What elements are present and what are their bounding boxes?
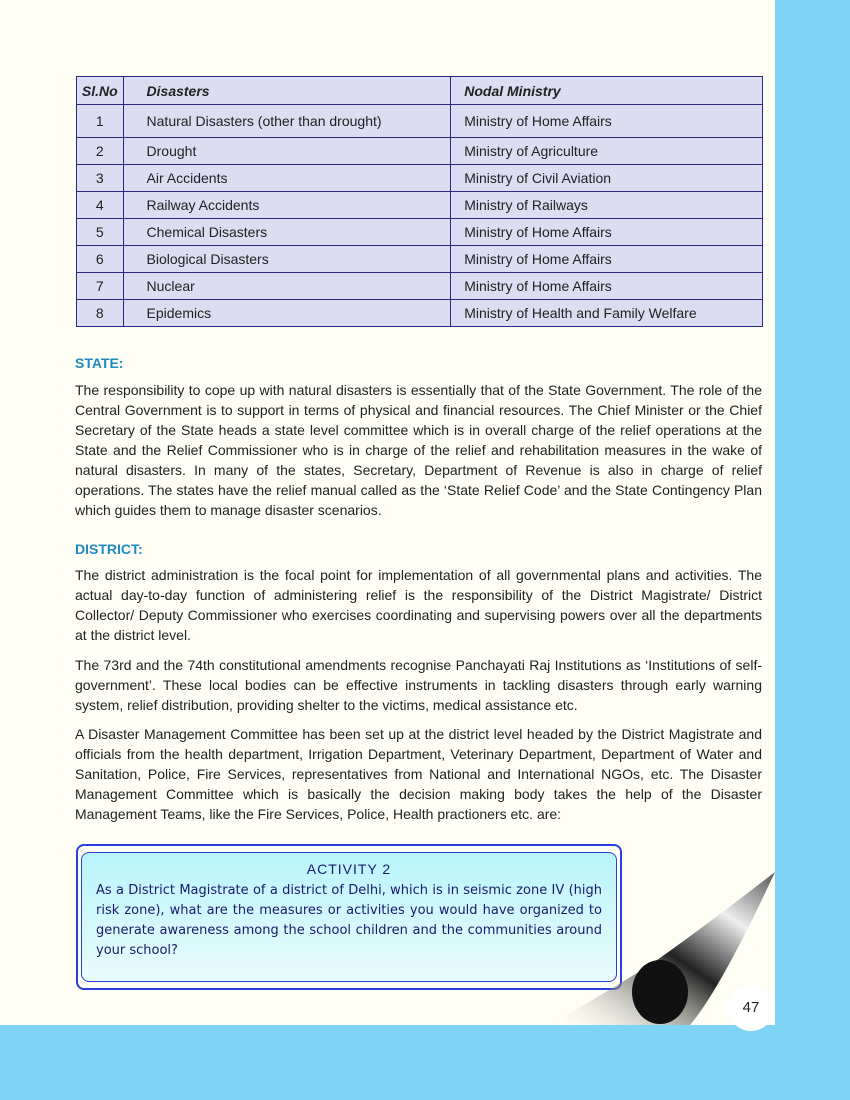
header-disasters: Disasters <box>123 77 451 105</box>
row-ministry: Ministry of Railways <box>451 192 763 219</box>
row-number: 1 <box>77 105 124 138</box>
district-paragraph-3: A Disaster Management Committee has been set up at the district level headed by the District Magistrate and officials from the health department, Irrigation Department, Veterinary Department, Department of Water and Sanitation, Police, Fire Services, representatives from National and International NGOs, etc. The Disaster Management Committee which is basically the decision making body takes the help of the Disaster Management Teams, like the Fire Services, Police, Health practioners etc. are: <box>75 726 762 822</box>
row-disaster: Natural Disasters (other than drought) <box>123 105 451 138</box>
row-ministry: Ministry of Civil Aviation <box>451 165 763 192</box>
district-paragraph-1: The district administration is the focal point for implementation of all governmental plans and activities. The actual day-to-day function of administering relief is the responsibility of the District Magistrate/ District Collector/ Deputy Commissioner who exercises coordinating and supervising powers over all the departments at the district level. <box>75 567 762 643</box>
table-header <box>77 77 763 105</box>
row-number: 2 <box>77 138 124 165</box>
table-row <box>77 246 763 273</box>
row-disaster: Drought <box>123 138 451 165</box>
district-paragraph-2: The 73rd and the 74th constitutional amendments recognise Panchayati Raj Institutions as ‘Institutions of self- government’. These local bodies can be effective instruments in tackling disasters through early warning system, relief distribution, providing shelter to the victims, medical assistance etc. <box>75 657 762 713</box>
header-slno: Sl.No <box>77 77 124 105</box>
row-number: 3 <box>77 165 124 192</box>
row-number: 8 <box>77 300 124 327</box>
header-ministry: Nodal Ministry <box>451 77 763 105</box>
page-number: 47 <box>728 985 774 1031</box>
row-disaster: Nuclear <box>123 273 451 300</box>
row-disaster: Railway Accidents <box>123 192 451 219</box>
table-row <box>77 300 763 327</box>
table-row <box>77 273 763 300</box>
table-row <box>77 165 763 192</box>
disaster-ministry-table <box>76 76 763 327</box>
activity-text: As a District Magistrate of a district of Delhi, which is in seismic zone IV (high risk zone), what are the measures or activities you would have organized to generate awareness among the school children and the communities around your school? <box>96 883 602 958</box>
table-row <box>77 219 763 246</box>
row-ministry: Ministry of Agriculture <box>451 138 763 165</box>
row-ministry: Ministry of Health and Family Welfare <box>451 300 763 327</box>
activity-title: ACTIVITY 2 <box>306 861 392 877</box>
row-ministry: Ministry of Home Affairs <box>451 273 763 300</box>
row-ministry: Ministry of Home Affairs <box>451 219 763 246</box>
table-row <box>77 105 763 138</box>
row-disaster: Epidemics <box>123 300 451 327</box>
row-number: 4 <box>77 192 124 219</box>
row-number: 6 <box>77 246 124 273</box>
row-ministry: Ministry of Home Affairs <box>451 246 763 273</box>
row-number: 7 <box>77 273 124 300</box>
table-row <box>77 192 763 219</box>
district-heading: DISTRICT: <box>75 541 143 557</box>
state-paragraph: The responsibility to cope up with natural disasters is essentially that of the State Government. The role of the Central Government is to support in terms of physical and financial resources. The Chief Minister or the Chief Secretary of the State heads a state level committee which is in overall charge of the relief operations at the State and the Relief Commissioner who is in charge of the relief and rehabilitation measures in the wake of natural disasters. In many of the states, Secretary, Department of Revenue is also in charge of relief operations. The states have the relief manual called as the ‘State Relief Code’ and the State Contingency Plan which guides them to manage disaster scenarios. <box>75 382 762 518</box>
row-disaster: Air Accidents <box>123 165 451 192</box>
table-row <box>77 138 763 165</box>
row-number: 5 <box>77 219 124 246</box>
state-heading: STATE: <box>75 355 124 371</box>
row-ministry: Ministry of Home Affairs <box>451 105 763 138</box>
row-disaster: Chemical Disasters <box>123 219 451 246</box>
row-disaster: Biological Disasters <box>123 246 451 273</box>
